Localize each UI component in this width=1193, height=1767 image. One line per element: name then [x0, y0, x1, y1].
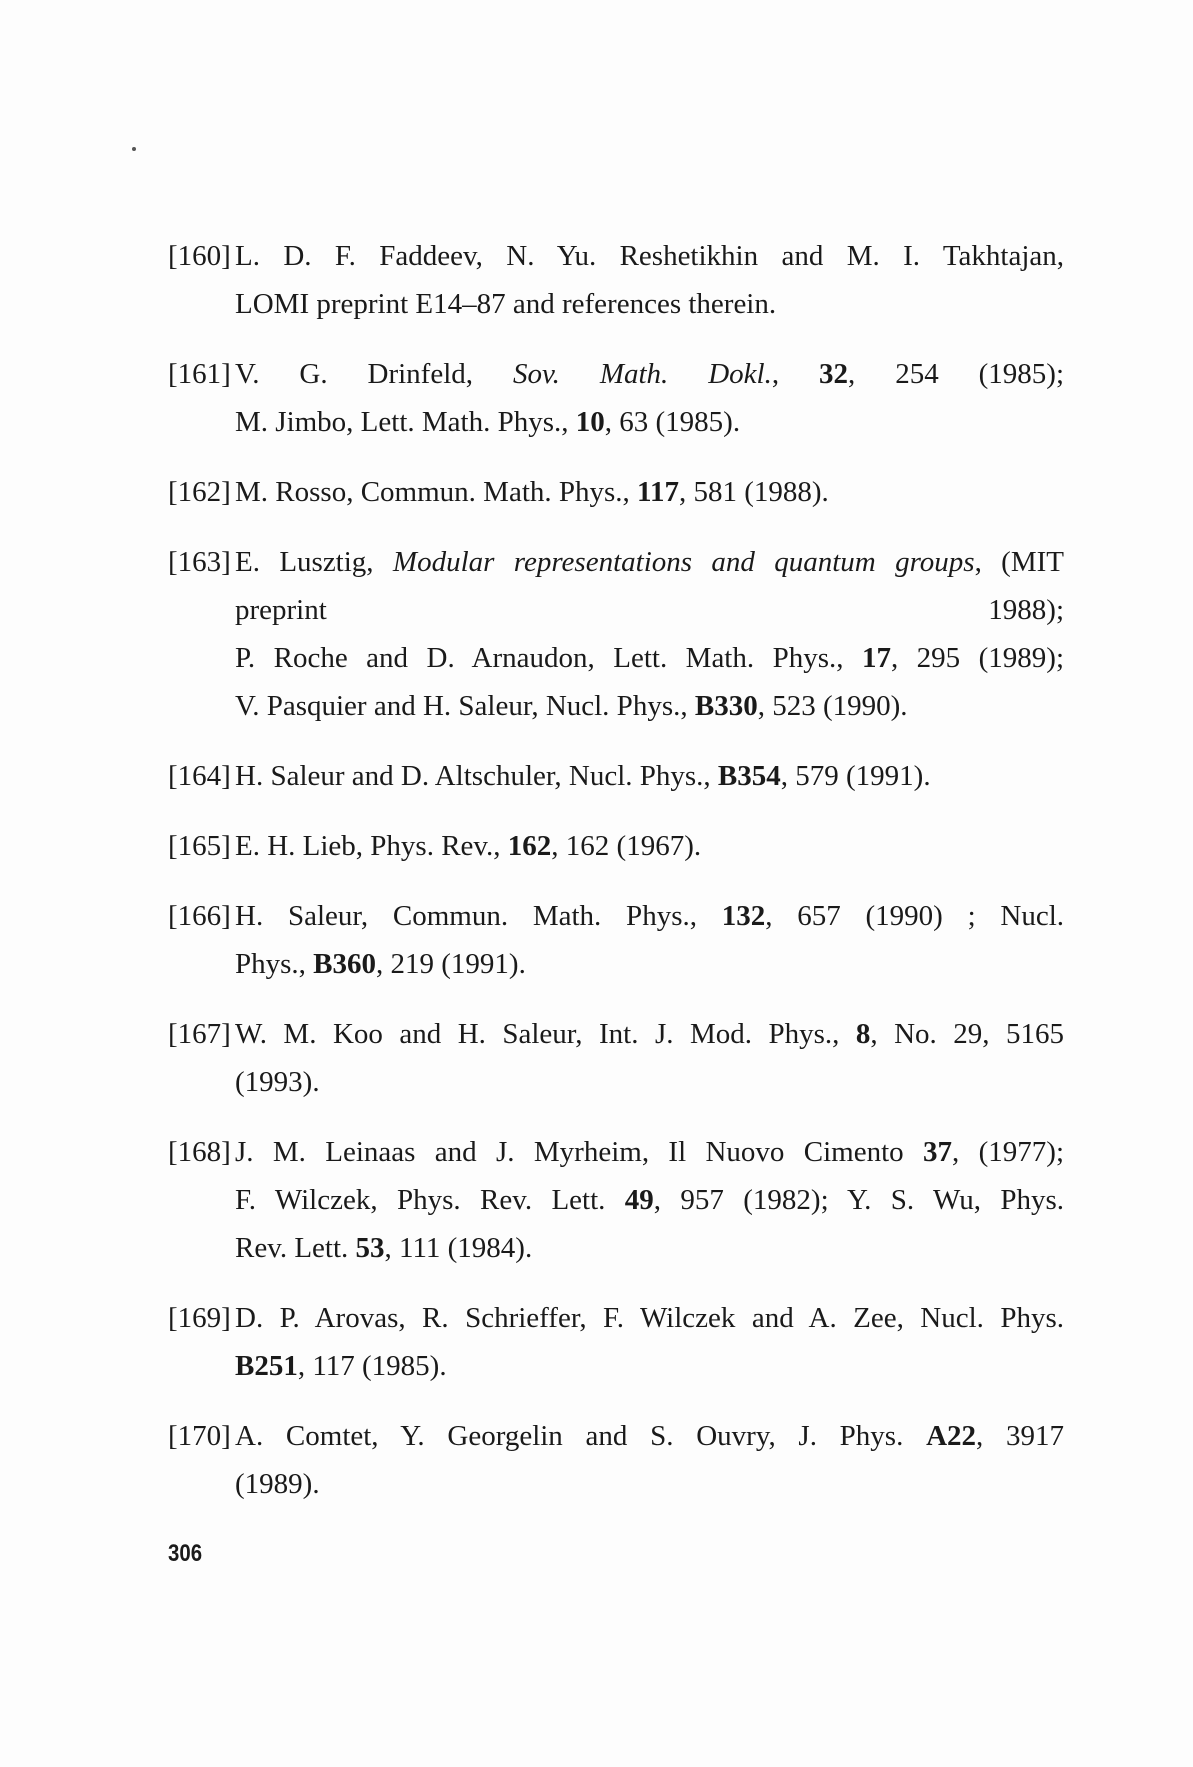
volume-number: B360	[313, 948, 377, 980]
volume-number: 17	[861, 642, 891, 674]
reference-line	[235, 940, 1064, 988]
reference-line	[235, 1128, 1064, 1176]
reference-text: H. Saleur, Commun. Math. Phys.,	[235, 900, 722, 932]
reference-text: , 219 (1991).	[376, 948, 526, 980]
reference-line	[235, 1460, 1064, 1508]
reference-text: Phys.,	[235, 948, 314, 980]
reference-text: W. M. Koo and H. Saleur, Int. J. Mod. Phys.,	[235, 1018, 856, 1050]
reference-number: [169]	[168, 1302, 231, 1334]
reference-text: ,	[771, 358, 820, 390]
volume-number: B354	[717, 760, 781, 792]
reference-text: , 63 (1985).	[604, 406, 741, 438]
reference-text: (1989).	[235, 1468, 320, 1500]
reference-line	[235, 538, 1064, 586]
reference-entry	[168, 1294, 1064, 1390]
reference-line	[235, 232, 1064, 280]
reference-text: F. Wilczek, Phys. Rev. Lett.	[235, 1184, 625, 1216]
reference-text: M. Jimbo, Lett. Math. Phys.,	[235, 406, 576, 438]
reference-text: , 295 (1989);	[890, 642, 1064, 674]
scan-speck	[132, 147, 136, 151]
volume-number: A22	[926, 1420, 977, 1452]
reference-list	[168, 232, 1064, 1530]
reference-text: , 579 (1991).	[780, 760, 931, 792]
reference-line	[235, 468, 1064, 516]
volume-number: 132	[721, 900, 766, 932]
volume-number: 32	[819, 358, 849, 390]
reference-text: P. Roche and D. Arnaudon, Lett. Math. Phys.,	[235, 642, 862, 674]
reference-text: , 657 (1990) ; Nucl.	[765, 900, 1064, 932]
reference-text: , 581 (1988).	[678, 476, 829, 508]
volume-number: 37	[923, 1136, 953, 1168]
reference-number: [164]	[168, 760, 231, 792]
italic-title: Modular representations and quantum groups	[392, 546, 975, 578]
volume-number: 49	[624, 1184, 654, 1216]
volume-number: 162	[507, 830, 552, 862]
volume-number: B251	[235, 1350, 298, 1382]
reference-text: D. P. Arovas, R. Schrieffer, F. Wilczek and A. Zee, Nucl. Phys.	[235, 1302, 1064, 1334]
reference-text: preprint 1988);	[235, 594, 1064, 626]
reference-text: (1993).	[235, 1066, 320, 1098]
reference-entry	[168, 892, 1064, 988]
reference-number: [170]	[168, 1420, 231, 1452]
reference-number: [165]	[168, 830, 231, 862]
reference-text: V. G. Drinfeld,	[235, 358, 513, 390]
reference-number: [161]	[168, 358, 231, 390]
reference-line	[235, 752, 1064, 800]
reference-text: , 3917	[976, 1420, 1064, 1452]
reference-entry	[168, 468, 1064, 516]
reference-line	[235, 586, 1064, 634]
reference-text: A. Comtet, Y. Georgelin and S. Ouvry, J. Phys.	[235, 1420, 927, 1452]
reference-text: LOMI preprint E14–87 and references therein.	[235, 288, 777, 320]
reference-number: [162]	[168, 476, 231, 508]
reference-text: , (MIT	[974, 546, 1064, 578]
reference-line	[235, 1412, 1064, 1460]
reference-entry	[168, 350, 1064, 446]
reference-line	[235, 634, 1064, 682]
reference-text: M. Rosso, Commun. Math. Phys.,	[235, 476, 638, 508]
reference-line	[235, 1176, 1064, 1224]
reference-line	[235, 1058, 1064, 1106]
reference-text: , 254 (1985);	[848, 358, 1064, 390]
reference-number: [168]	[168, 1136, 231, 1168]
reference-text: , 111 (1984).	[384, 1232, 533, 1264]
reference-number: [163]	[168, 546, 231, 578]
reference-text: , 957 (1982); Y. S. Wu, Phys.	[653, 1184, 1064, 1216]
page-number: 306	[168, 1540, 203, 1567]
reference-entry	[168, 538, 1064, 730]
reference-text: , 523 (1990).	[757, 690, 908, 722]
reference-number: [160]	[168, 240, 231, 272]
reference-line	[235, 822, 1064, 870]
reference-line	[235, 1294, 1064, 1342]
reference-line	[235, 892, 1064, 940]
reference-text: , No. 29, 5165	[870, 1018, 1064, 1050]
reference-text: , 117 (1985).	[297, 1350, 447, 1382]
volume-number: 8	[855, 1018, 871, 1050]
reference-text: , (1977);	[952, 1136, 1064, 1168]
reference-entry	[168, 1412, 1064, 1508]
reference-entry	[168, 1010, 1064, 1106]
italic-title: Sov. Math. Dokl.	[512, 358, 772, 390]
reference-line	[235, 280, 1064, 328]
volume-number: B330	[694, 690, 758, 722]
reference-text: J. M. Leinaas and J. Myrheim, Il Nuovo Cimento	[235, 1136, 924, 1168]
reference-text: H. Saleur and D. Altschuler, Nucl. Phys.,	[235, 760, 718, 792]
reference-text: L. D. F. Faddeev, N. Yu. Reshetikhin and M. I. Takhtajan,	[235, 240, 1064, 272]
reference-text: E. H. Lieb, Phys. Rev.,	[235, 830, 508, 862]
reference-text: V. Pasquier and H. Saleur, Nucl. Phys.,	[235, 690, 695, 722]
volume-number: 10	[575, 406, 605, 438]
reference-text: , 162 (1967).	[551, 830, 702, 862]
reference-number: [166]	[168, 900, 231, 932]
reference-line	[235, 350, 1064, 398]
reference-entry	[168, 752, 1064, 800]
reference-line	[235, 398, 1064, 446]
reference-entry	[168, 1128, 1064, 1272]
reference-line	[235, 1010, 1064, 1058]
reference-text: Rev. Lett.	[235, 1232, 356, 1264]
reference-entry	[168, 232, 1064, 328]
reference-line	[235, 1342, 1064, 1390]
reference-entry	[168, 822, 1064, 870]
reference-number: [167]	[168, 1018, 231, 1050]
volume-number: 117	[637, 476, 679, 508]
volume-number: 53	[355, 1232, 385, 1264]
reference-text: E. Lusztig,	[235, 546, 393, 578]
reference-line	[235, 682, 1064, 730]
reference-line	[235, 1224, 1064, 1272]
